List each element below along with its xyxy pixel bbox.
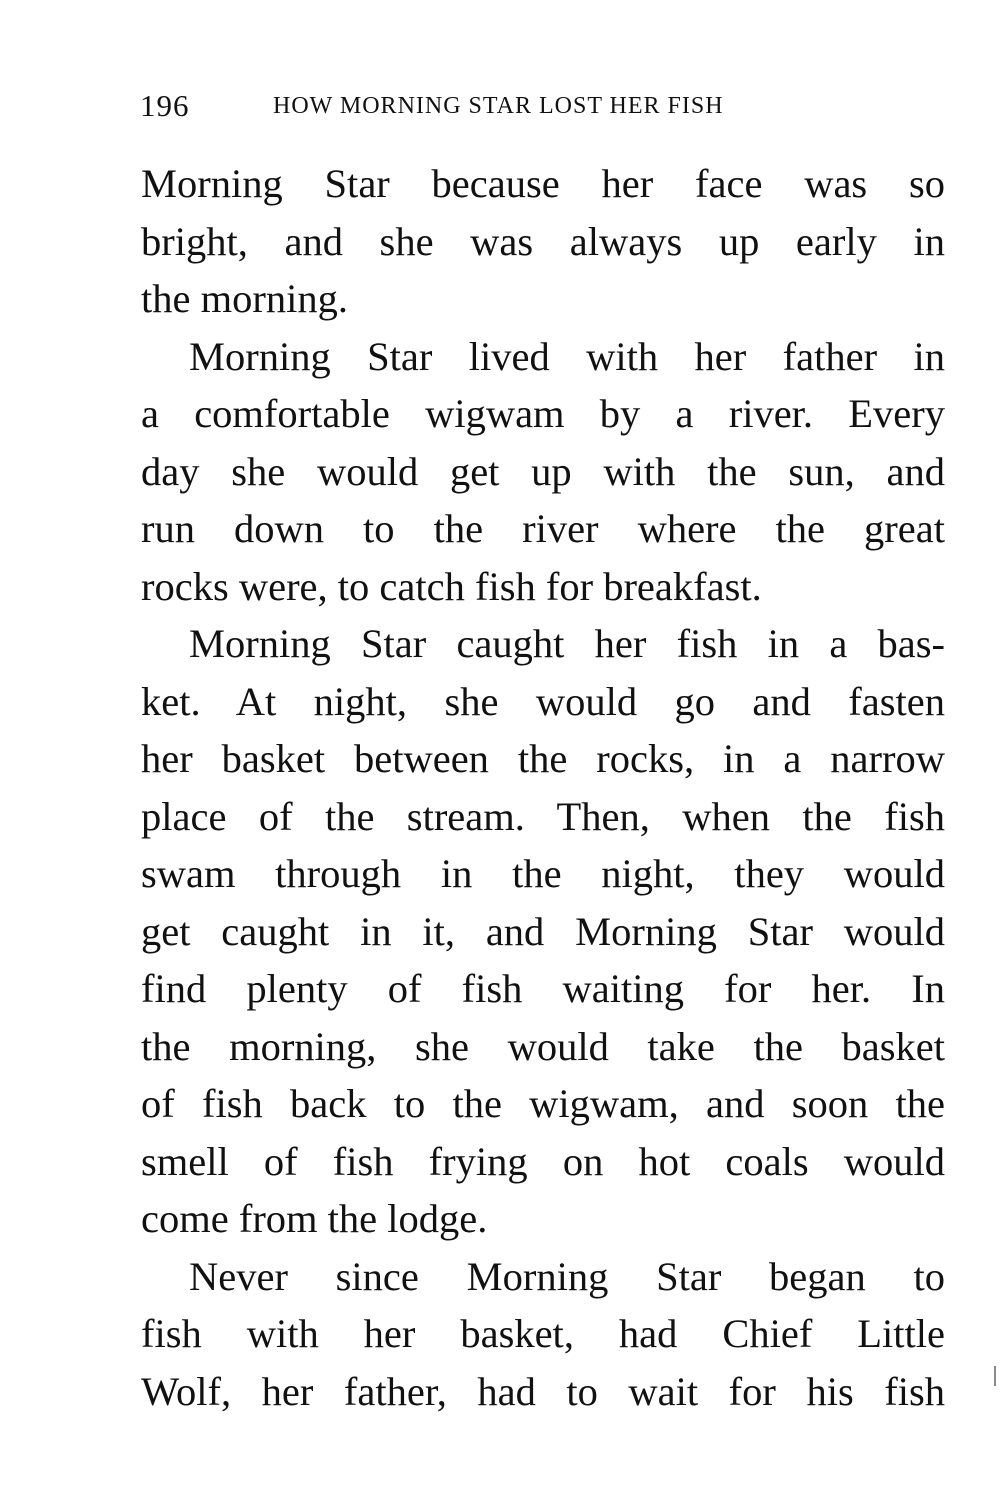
text-line: Morning Star because her face was so [141,161,945,206]
running-title: HOW MORNING STAR LOST HER FISH [273,93,724,119]
paragraph-start-line: Morning Star lived with her father in [189,333,945,379]
paragraph-start-line: Never since Morning Star began to [189,1253,945,1299]
text-line: the morning. [141,276,348,321]
text-line: come from the lodge. [141,1196,488,1241]
paragraph-start-line: Morning Star caught her fish in a bas- [189,621,945,666]
text-line: get caught in it, and Morning Star would [141,908,945,954]
text-line: run down to the river where the great [141,506,945,551]
page-number: 196 [140,88,190,123]
text-line: fish with her basket, had Chief Little [141,1311,945,1356]
text-line: ket. At night, she would go and fasten [141,678,945,724]
text-line: her basket between the rocks, in a narrow [141,736,945,781]
text-line: of fish back to the wigwam, and soon the [141,1081,945,1126]
running-head [140,88,830,128]
text-line: rocks were, to catch fish for breakfast. [141,563,762,609]
text-line: day she would get up with the sun, and [141,448,945,494]
text-line: smell of fish frying on hot coals would [141,1138,945,1184]
text-line: the morning, she would take the basket [141,1023,945,1069]
text-line: find plenty of fish waiting for her. In [141,966,945,1011]
body-text [141,155,945,1420]
text-line: place of the stream. Then, when the fish [141,793,945,839]
text-line: Wolf, her father, had to wait for his fish [141,1368,945,1414]
text-line: bright, and she was always up early in [141,218,945,264]
text-line: a comfortable wigwam by a river. Every [141,391,945,436]
scan-edge-mark [994,1366,996,1386]
text-line: swam through in the night, they would [141,851,945,896]
